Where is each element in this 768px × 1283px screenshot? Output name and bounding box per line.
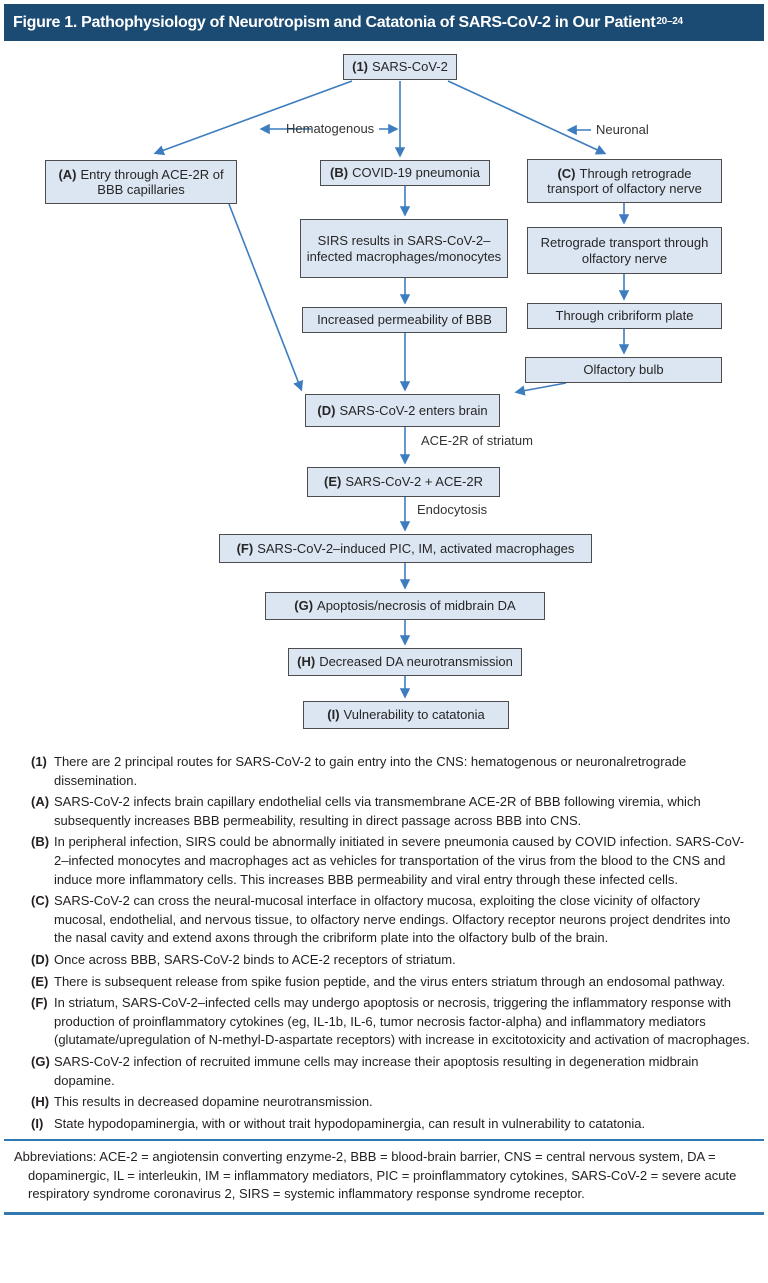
edge-label-endocytosis: Endocytosis [417,502,488,517]
caption-item [31,1115,752,1134]
flow-box-olfactory-bulb [525,357,722,383]
flow-box-text: Vulnerability to catatonia [343,707,485,723]
flow-box-prefix: (D) [317,402,336,418]
arrow-virus-to-retro-route [448,81,604,153]
figure-title-superscript: 20–24 [656,16,683,27]
caption-item [31,951,752,970]
flow-box-text-inner: Entry through ACE-2R of BBB capillaries [80,166,224,197]
flow-box-bbb-permeability [302,307,507,333]
caption-label: (C) [31,893,50,909]
flowchart [0,41,768,747]
caption-text: There are 2 principal routes for SARS-CoV-2 to gain entry into the CNS: hematogenous or neuronalretrograde dissemination. [54,754,687,788]
flow-box-prefix: (A) [58,166,77,182]
flow-box-text: SARS-CoV-2 enters brain [339,402,488,418]
caption-text: SARS-CoV-2 infects brain capillary endothelial cells via transmembrane ACE-2R of BBB following viremia, which subsequently increases BBB permeability, resulting in direct passage across BBB into CNS. [54,794,701,828]
caption-text: SARS-CoV-2 infection of recruited immune cells may increase their apoptosis resulting in degeneration midbrain dopamine. [54,1053,699,1088]
caption-label: (A) [31,794,50,810]
flow-box-text: SIRS results in SARS-CoV-2–infected macrophages/monocytes [306,233,502,264]
caption-label: (1) [31,754,47,769]
caption-text: In peripheral infection, SIRS could be abnormally initiated in severe pneumonia caused by COVID infection. SARS-CoV-2–infected monocytes and macrophages act as vehicles for transportation of the virus from the blood to the CNS and induce more inflammatory cells. This increases BBB permeability and viral entry through these infected cells. [54,834,745,887]
flow-box-text: SARS-CoV-2 + ACE-2R [345,474,483,490]
flow-box-1-sars-cov-2 [343,54,457,80]
flow-box-g-apoptosis [265,592,545,620]
route-label-neuronal: Neuronal [596,122,649,137]
flow-box-prefix: (H) [297,654,316,670]
flow-box-i-catatonia [303,701,509,729]
caption-label: (E) [31,973,49,989]
flow-box-text: SARS-CoV-2–induced PIC, IM, activated macrophages [257,540,575,556]
edge-label-ace2r-striatum: ACE-2R of striatum [421,433,533,448]
flow-box-text [50,167,232,198]
flow-box-text: Apoptosis/necrosis of midbrain DA [317,598,516,614]
flow-box-text: Through cribriform plate [555,308,694,324]
abbreviations-block: Abbreviations: ACE-2 = angiotensin converting enzyme-2, BBB = blood-brain barrier, CNS = central nervous system, DA = dopaminergic, IL = interleukin, IM = inflammatory mediators, PIC = proinflammatory cytokines, SARS-CoV-2 = severe acute respiratory syndrome coronavirus 2, SIRS = systemic inflammatory response syndrome receptor. [4,1139,764,1215]
flow-box-prefix: (I) [327,707,340,723]
caption-item [31,973,752,992]
arrow-olfactory-bulb-to-enters-brain [517,383,566,392]
caption-item [31,892,752,948]
flow-box-e-virus-ace2r [307,467,500,497]
caption-item [31,793,752,830]
flow-box-cribriform-plate [527,303,722,329]
caption-text: SARS-CoV-2 can cross the neural-mucosal interface in olfactory mucosa, exploiting the close vicinity of olfactory mucosal, endothelial, and nervous tissue, to olfactory nerve endings. Olfactory receptor neurons project dendrites into the nasal cavity and extend axons through the cribriform plate into the olfactory bulb of the brain. [54,893,731,946]
caption-item [31,833,752,889]
flow-box-text [532,166,717,197]
caption-label: (G) [31,1053,50,1069]
flow-box-text-inner: Through retrograde transport of olfactory nerve [547,165,702,196]
figure-title: Figure 1. Pathophysiology of Neurotropism and Catatonia of SARS-CoV-2 in Our Patient [13,13,656,31]
arrow-virus-to-entry [156,81,352,153]
flow-box-a-entry-ace2r [45,160,237,204]
figure-title-bar [4,4,764,41]
caption-text: State hypodopaminergia, with or without trait hypodopaminergia, can result in vulnerability to catatonia. [54,1115,646,1131]
caption-label: (H) [31,1094,50,1110]
flow-box-text: Olfactory bulb [583,362,664,378]
flow-box-prefix: (E) [324,474,342,490]
flow-box-prefix: (B) [330,165,349,181]
flow-box-text: Increased permeability of BBB [317,312,492,328]
arrow-entry-to-enters-brain [229,204,301,389]
figure-caption [0,753,768,1133]
flow-box-prefix: (1) [352,59,368,75]
caption-item [31,1093,752,1112]
caption-label: (B) [31,834,50,850]
flow-box-prefix: (C) [557,165,576,181]
flow-box-sirs [300,219,508,278]
caption-text: There is subsequent release from spike fusion peptide, and the virus enters striatum through an endosomal pathway. [54,973,726,989]
flow-box-text: SARS-CoV-2 [372,59,448,75]
caption-label: (I) [31,1115,44,1131]
flow-box-f-pic-im [219,534,592,563]
flow-box-d-enters-brain [305,394,500,427]
flow-box-h-decreased-da [288,648,522,676]
flow-box-text: Decreased DA neurotransmission [319,654,513,670]
flow-box-retrograde-transport [527,227,722,274]
flow-box-text: COVID-19 pneumonia [352,165,480,181]
flow-box-b-pneumonia [320,160,490,186]
flow-box-c-retrograde-route [527,159,722,203]
caption-text: In striatum, SARS-CoV-2–infected cells may undergo apoptosis or necrosis, triggering the inflammatory response with production of proinflammatory cytokines (eg, IL-1b, IL-6, tumor necrosis factor-alpha) and inflammatory mediators (glutamate/upregulation of N-methyl-D-aspartate receptors) with increase in excitotoxicity and activation of macrophages. [54,995,750,1048]
caption-text: This results in decreased dopamine neurotransmission. [54,1094,373,1110]
caption-item [31,994,752,1050]
caption-label: (F) [31,995,48,1011]
flow-box-prefix: (G) [294,598,314,614]
flow-box-text: Retrograde transport through olfactory nerve [540,235,709,266]
flow-box-prefix: (F) [236,540,254,556]
caption-item [31,753,752,790]
caption-item [31,1053,752,1090]
caption-label: (D) [31,951,50,967]
route-label-hematogenous: Hematogenous [286,121,375,136]
caption-text: Once across BBB, SARS-CoV-2 binds to ACE-2 receptors of striatum. [54,951,456,967]
